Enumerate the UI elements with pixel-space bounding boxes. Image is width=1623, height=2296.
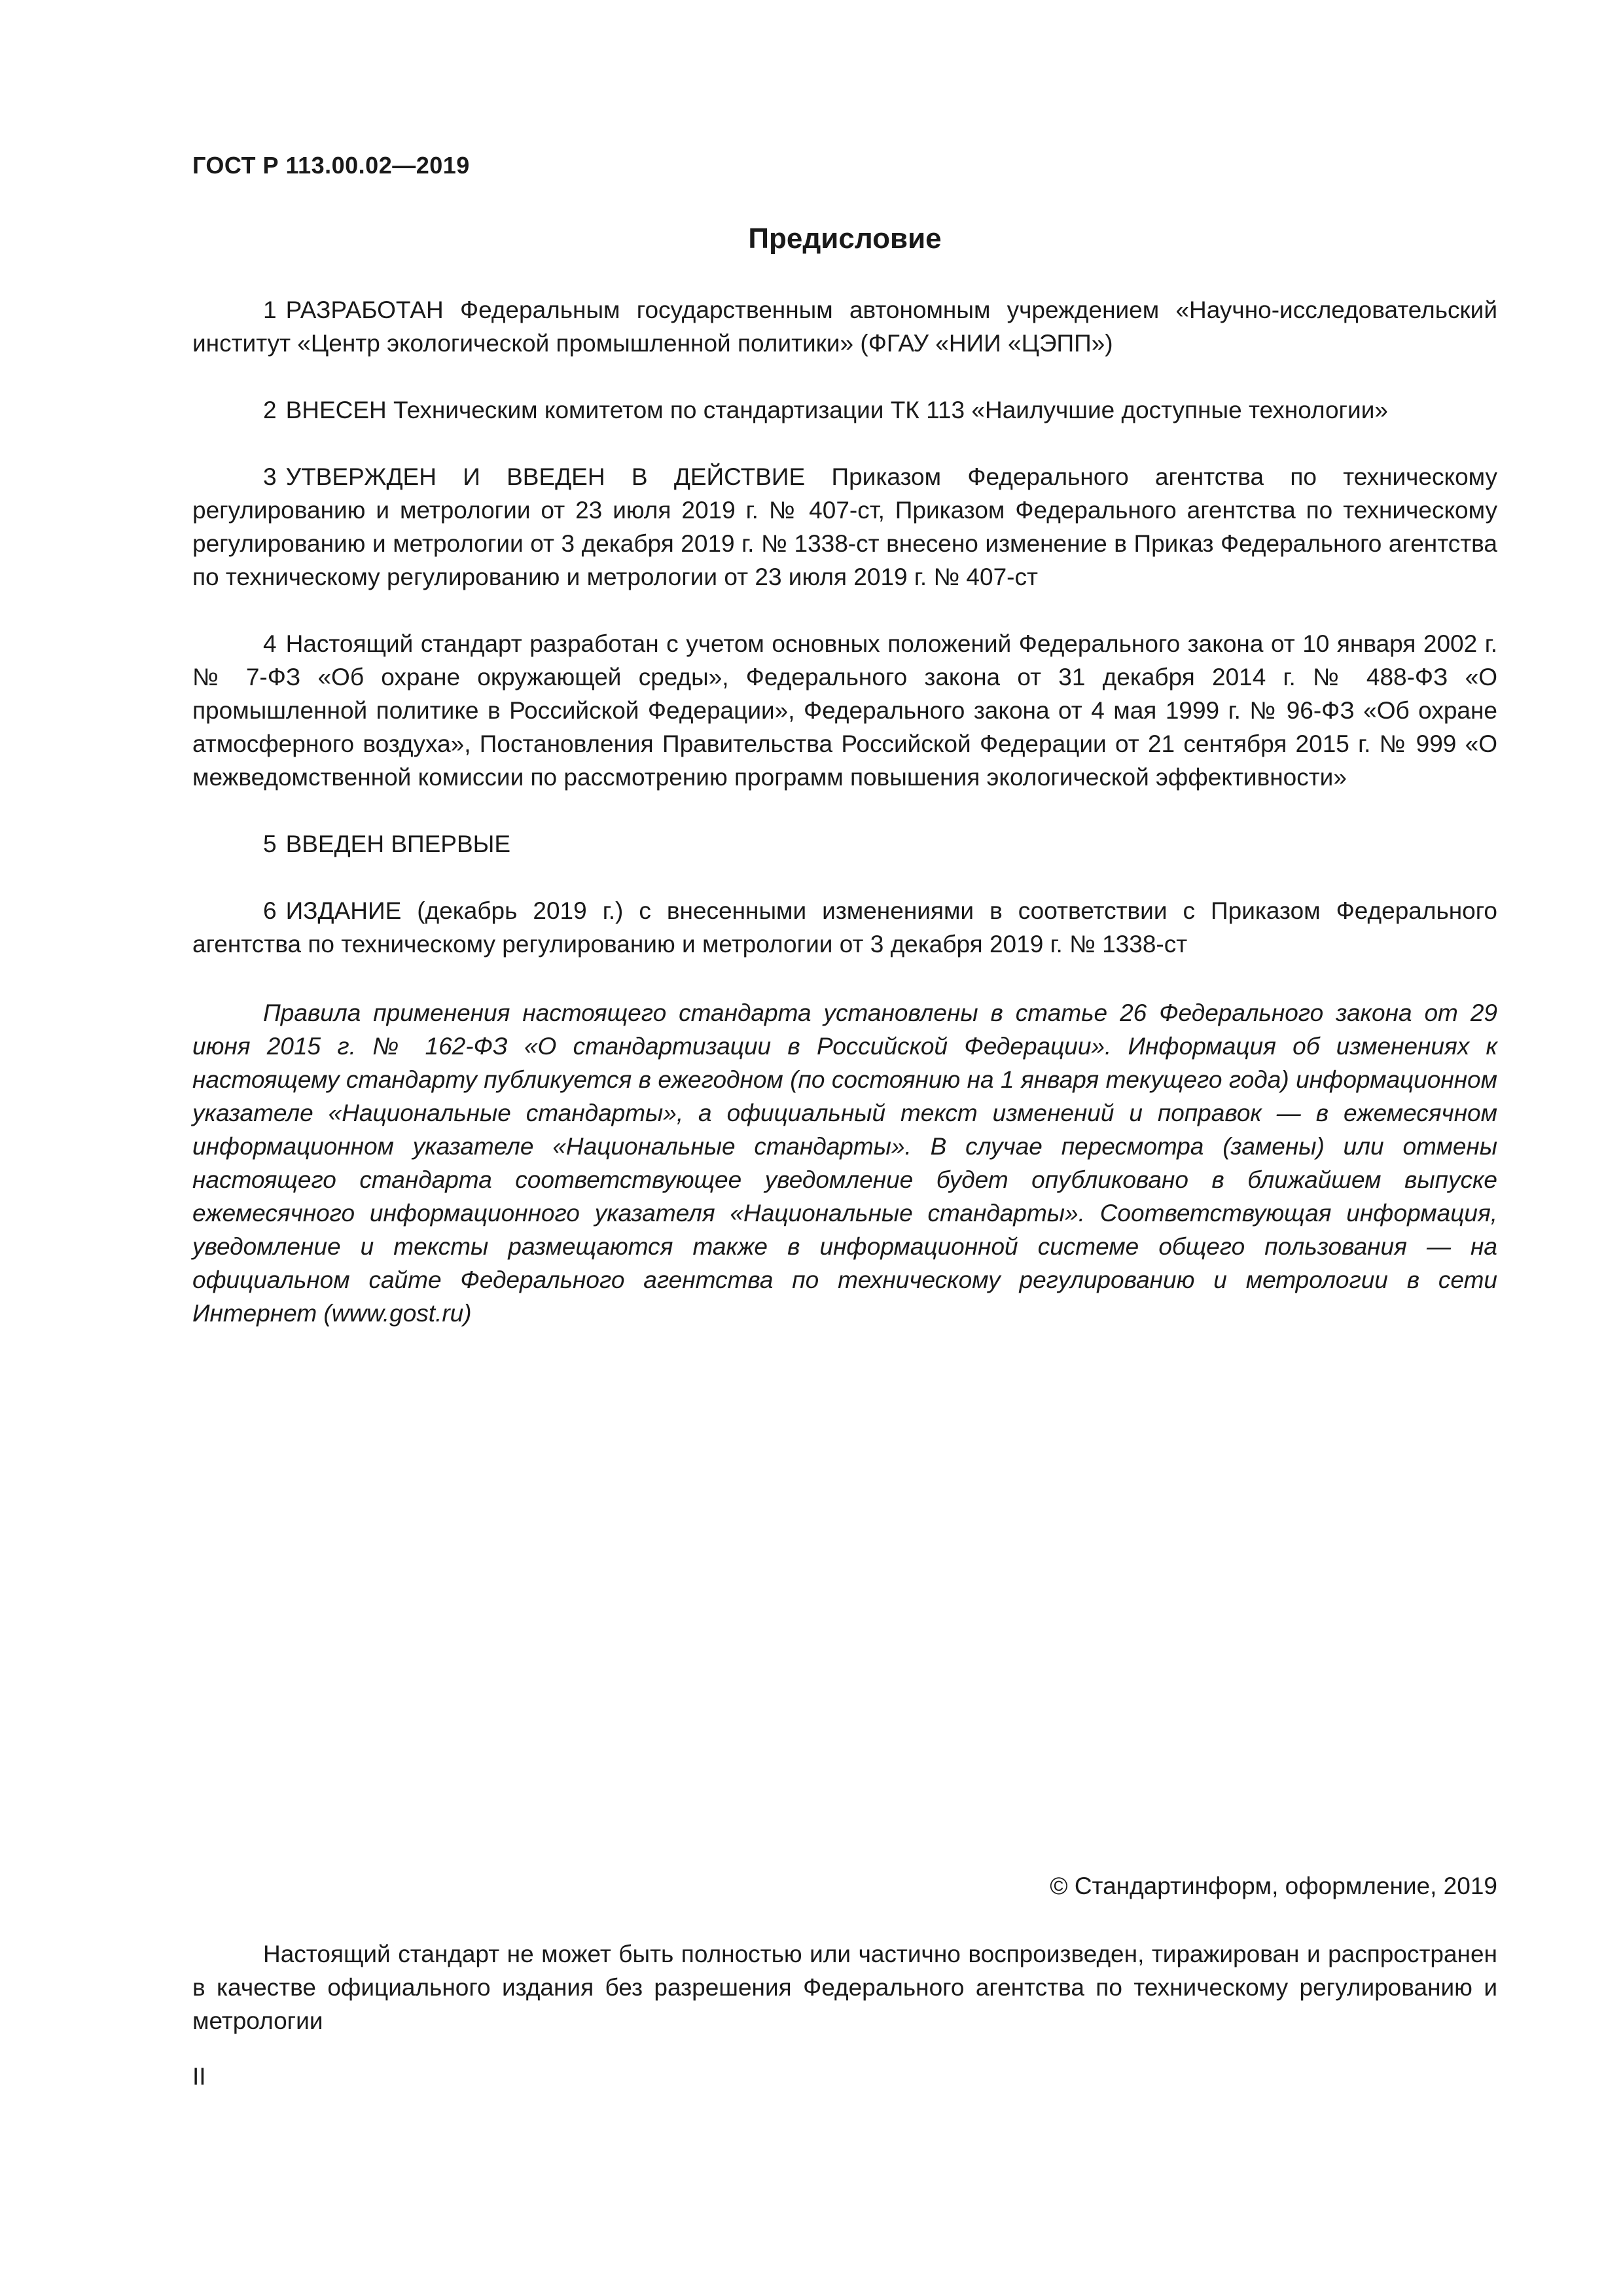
document-code: ГОСТ Р 113.00.02—2019 xyxy=(192,152,470,179)
foreword-item-2 xyxy=(192,393,1497,427)
item-number: 3 xyxy=(263,463,277,490)
item-number: 2 xyxy=(263,397,277,423)
item-number: 5 xyxy=(263,831,277,857)
foreword-item-1 xyxy=(192,293,1497,360)
foreword-content xyxy=(192,293,1497,1363)
item-text: ИЗДАНИЕ (декабрь 2019 г.) с внесенными изменениями в соответствии с Приказом Федерального агентства по техническому регулированию и метрологии от 3 декабря 2019 г. № 1338-ст xyxy=(192,897,1497,958)
item-text: ВНЕСЕН Техническим комитетом по стандартизации ТК 113 «Наилучшие доступные технологии» xyxy=(285,397,1388,423)
item-number: 6 xyxy=(263,897,277,924)
copyright-line: © Стандартинформ, оформление, 2019 xyxy=(1050,1873,1497,1899)
foreword-item-3 xyxy=(192,460,1497,594)
rules-of-application: Правила применения настоящего стандарта установлены в статье 26 Федерального закона от 29 июня 2015 г. № 162-ФЗ «О стандартизации в Российской Федерации». Информация об изменениях к настоящему стандарту публикуется в ежегодном (по состоянию на 1 января текущего года) информационном указателе «Национальные стандарты», а официальный текст изменений и поправок — в ежемесячном информационном указателе «Национальные стандарты». В случае пересмотра (замены) или отмены настоящего стандарта соответствующее уведомление будет опубликовано в ближайшем выпуске ежемесячного информационного указателя «Национальные стандарты». Соответствующая информация, уведомление и тексты размещаются также в информационной системе общего пользования — на официальном сайте Федерального агентства по техническому регулированию и метрологии в сети Интернет (www.gost.ru) xyxy=(192,999,1497,1327)
page-number: II xyxy=(192,2063,206,2090)
item-text: УТВЕРЖДЕН И ВВЕДЕН В ДЕЙСТВИЕ Приказом Федерального агентства по техническому регулированию и метрологии от 23 июля 2019 г. № 407-ст, Приказом Федерального агентства по техническому регулированию и метрологии от 3 декабря 2019 г. № 1338-ст внесено изменение в Приказ Федерального агентства по техническому регулированию и метрологии от 23 июля 2019 г. № 407-ст xyxy=(192,463,1497,590)
foreword-item-6 xyxy=(192,894,1497,961)
reproduction-notice: Настоящий стандарт не может быть полностью или частично воспроизведен, тиражирован и распространен в качестве официального издания без разрешения Федерального агентства по техническому регулированию и метрологии xyxy=(192,1941,1497,2034)
item-number: 4 xyxy=(263,630,277,657)
item-text: РАЗРАБОТАН Федеральным государственным автономным учреждением «Научно-исследовательский институт «Центр экологической промышленной политики» (ФГАУ «НИИ «ЦЭПП») xyxy=(192,296,1497,357)
item-text: ВВЕДЕН ВПЕРВЫЕ xyxy=(285,831,511,857)
item-number: 1 xyxy=(263,296,277,323)
item-text: Настоящий стандарт разработан с учетом основных положений Федерального закона от 10 января 2002 г. № 7-ФЗ «Об охране окружающей среды», Федерального закона от 31 декабря 2014 г. № 488-ФЗ «О промышленной политике в Российской Федерации», Федерального закона от 4 мая 1999 г. № 96-ФЗ «Об охране атмосферного воздуха», Постановления Правительства Российской Федерации от 21 сентября 2015 г. № 999 «О межведомственной комиссии по рассмотрению программ повышения экологической эффективности» xyxy=(192,630,1497,791)
page-title: Предисловие xyxy=(748,223,942,255)
foreword-item-4 xyxy=(192,627,1497,794)
foreword-item-5 xyxy=(192,827,1497,861)
